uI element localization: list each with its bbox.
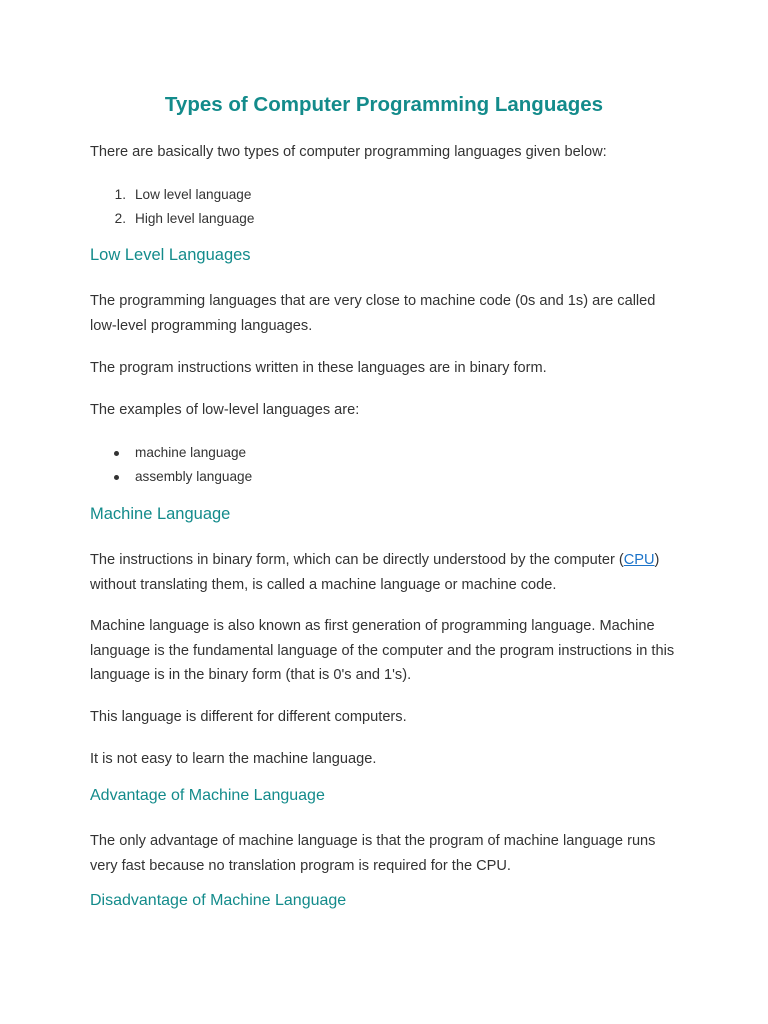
advantage-paragraph: The only advantage of machine language is that the program of machine language runs very fast because no translation program is required for the CPU. xyxy=(90,833,656,874)
advantage-heading: Advantage of Machine Language xyxy=(90,787,325,804)
list-item-text: machine language xyxy=(135,445,247,460)
types-list xyxy=(90,183,254,230)
machine-language-paragraph-1 xyxy=(90,548,685,597)
cpu-link[interactable]: CPU xyxy=(623,552,655,568)
low-level-paragraph-1: The programming languages that are very close to machine code (0s and 1s) are called low-level programming languages. xyxy=(90,293,656,334)
list-number: 1. xyxy=(114,187,126,202)
bullet-icon xyxy=(114,475,119,480)
low-level-examples-list xyxy=(90,441,252,488)
machine-language-p1-text: The instructions in binary form, which can be directly understood by the computer ( xyxy=(90,552,624,568)
disadvantage-heading: Disadvantage of Machine Language xyxy=(90,892,347,909)
low-level-paragraph-3: The examples of low-level languages are: xyxy=(90,402,360,418)
list-item-text: High level language xyxy=(135,210,255,226)
list-item xyxy=(90,441,252,465)
intro-paragraph: There are basically two types of computer programming languages given below: xyxy=(90,144,607,160)
low-level-paragraph-2: The program instructions written in these languages are in binary form. xyxy=(90,360,547,376)
list-item xyxy=(90,207,254,231)
machine-language-p1-text-end: ) without translating them, is called a machine language or machine code. xyxy=(90,552,660,593)
machine-language-paragraph-4: It is not easy to learn the machine language. xyxy=(90,751,377,767)
list-item-text: assembly language xyxy=(135,468,253,484)
list-number: 2. xyxy=(114,210,126,226)
list-item-text: Low level language xyxy=(135,187,252,202)
machine-language-heading: Machine Language xyxy=(90,505,231,523)
list-item xyxy=(90,465,252,489)
machine-language-paragraph-3: This language is different for different computers. xyxy=(90,709,407,725)
machine-language-paragraph-2: Machine language is also known as first generation of programming language. Machine language is the fundamental language of the computer and the program instructions in this language is in the binary form (that is 0's and 1's). xyxy=(90,618,675,683)
bullet-icon xyxy=(114,451,119,456)
page-title: Types of Computer Programming Languages xyxy=(164,93,604,116)
low-level-heading: Low Level Languages xyxy=(90,246,251,264)
list-item xyxy=(90,183,254,207)
